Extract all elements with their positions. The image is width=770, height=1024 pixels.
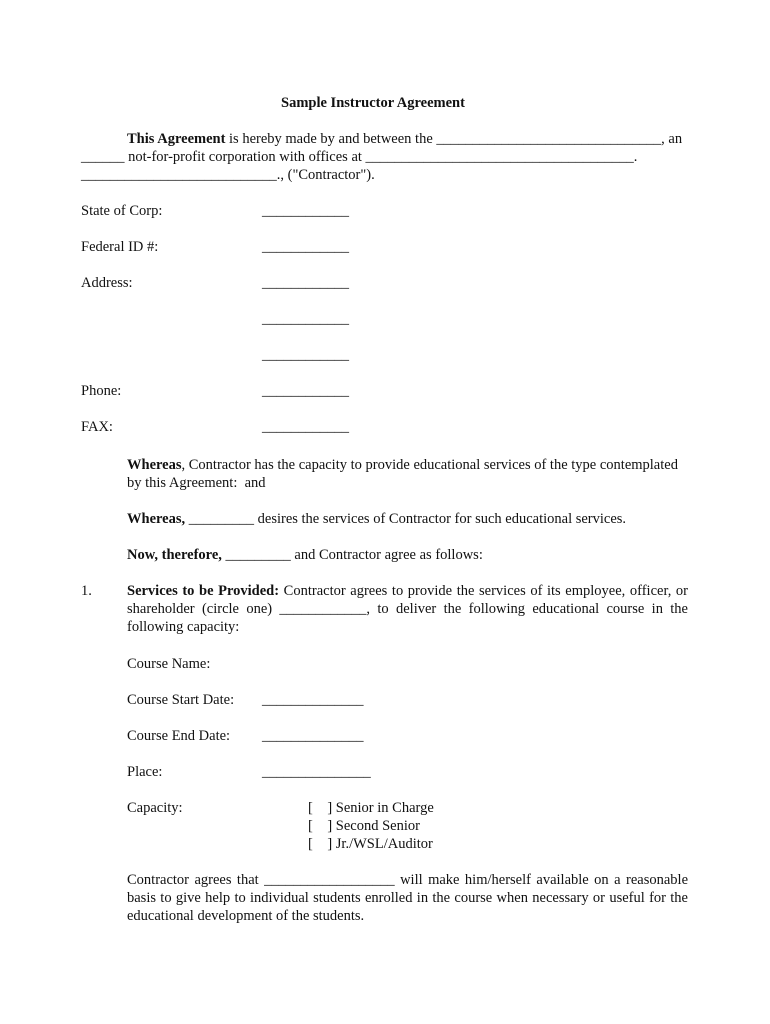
capacity-option-second[interactable]: [ ] Second Senior	[308, 818, 420, 834]
field-blank-address-2[interactable]: ____________	[262, 311, 349, 327]
intro-bold: This Agreement	[127, 131, 226, 147]
intro-text-1: is hereby made by and between the _______________________________, an	[225, 131, 683, 147]
course-name-label: Course Name:	[127, 656, 211, 672]
field-blank-fax[interactable]: ____________	[262, 419, 349, 435]
whereas-2-bold: Whereas,	[127, 511, 186, 527]
now-therefore	[127, 546, 483, 564]
whereas-1-text: , Contractor has the capacity to provide educational services of the type contemplated	[181, 457, 678, 473]
place-blank[interactable]: _______________	[262, 764, 371, 780]
course-end-blank[interactable]: ______________	[262, 728, 364, 744]
field-label-phone: Phone:	[81, 383, 122, 399]
section-1-number: 1.	[81, 583, 92, 599]
field-label-state: State of Corp:	[81, 203, 163, 219]
page-title: Sample Instructor Agreement	[281, 95, 465, 111]
course-start-label: Course Start Date:	[127, 692, 235, 708]
field-label-address: Address:	[81, 275, 133, 291]
field-blank-address-3[interactable]: ____________	[262, 347, 349, 363]
closing-line-3: educational development of the students.	[127, 908, 365, 924]
section-1-text-1: Contractor agrees to provide the services of its employee, officer, or	[279, 583, 688, 599]
whereas-1-line-1	[127, 456, 678, 474]
field-blank-address-1[interactable]: ____________	[262, 275, 349, 291]
intro-line-3: ___________________________., ("Contractor").	[81, 167, 375, 183]
field-blank-federal-id[interactable]: ____________	[262, 239, 349, 255]
whereas-2-text: _________ desires the services of Contractor for such educational services.	[185, 511, 627, 527]
section-1-line-3: following capacity:	[127, 619, 240, 635]
closing-line-1: Contractor agrees that __________________ will make him/herself available on a reasonable	[127, 872, 688, 888]
whereas-1-line-2: by this Agreement: and	[127, 475, 266, 491]
section-1-heading: Services to be Provided:	[127, 583, 280, 599]
section-1-line-2: shareholder (circle one) ____________, to deliver the following educational course in the	[127, 601, 688, 617]
field-label-fax: FAX:	[81, 419, 113, 435]
course-end-label: Course End Date:	[127, 728, 231, 744]
place-label: Place:	[127, 764, 163, 780]
closing-line-2: basis to give help to individual students enrolled in the course when necessary or useful for the	[127, 890, 688, 906]
whereas-1-bold: Whereas	[127, 457, 182, 473]
capacity-option-senior[interactable]: [ ] Senior in Charge	[308, 800, 434, 816]
course-start-blank[interactable]: ______________	[262, 692, 364, 708]
intro-line-1	[127, 130, 682, 148]
section-1-line-1	[127, 582, 688, 600]
field-label-federal-id: Federal ID #:	[81, 239, 159, 255]
field-blank-state[interactable]: ____________	[262, 203, 349, 219]
whereas-2	[127, 510, 626, 528]
now-therefore-bold: Now, therefore,	[127, 547, 222, 563]
intro-line-2: ______ not-for-profit corporation with offices at _____________________________________.	[81, 149, 638, 165]
field-blank-phone[interactable]: ____________	[262, 383, 349, 399]
capacity-option-junior[interactable]: [ ] Jr./WSL/Auditor	[308, 836, 433, 852]
capacity-label: Capacity:	[127, 800, 183, 816]
now-therefore-text: _________ and Contractor agree as follows:	[221, 547, 483, 563]
